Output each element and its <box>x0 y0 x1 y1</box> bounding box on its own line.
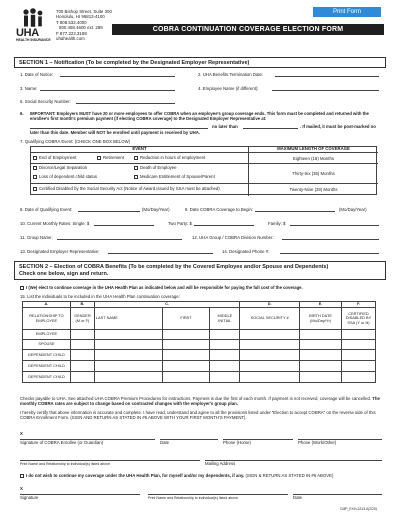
section1-header-box <box>14 57 386 68</box>
event-option[interactable] <box>33 187 220 192</box>
signature-label: Signature of COBRA Enrollee (or Guardian) <box>20 440 104 445</box>
checkbox-icon[interactable] <box>134 175 138 179</box>
table-row[interactable] <box>23 372 376 383</box>
first-name-cell[interactable] <box>162 330 210 340</box>
address-line: 800.458.4600 ext. 289 <box>59 25 103 31</box>
ssn-cell[interactable] <box>240 330 300 340</box>
table-row[interactable] <box>23 340 376 350</box>
event-header: EVENT <box>31 147 249 153</box>
payment-text: Checks payable to UHA. See attached UHA COBRA Premium Procedures for instructions. Payment is due the first of each month. If payment is not received, coverage will be cancelled. <box>20 396 372 401</box>
date-format-hint: (Mo/Day/Year) <box>142 207 170 212</box>
first-name-cell[interactable] <box>162 350 210 361</box>
last-name-cell[interactable] <box>94 330 162 340</box>
monthly-rates-label: 10. Current Monthly Rates: Single: $ <box>20 221 90 226</box>
column-header: GENDER (M or F) <box>70 308 94 330</box>
section2-heading: SECTION 2 – Election of COBRA Benefits (To be completed by the Covered Employee and/or Spouse and Dependents) <box>19 264 329 270</box>
date-label: Date <box>160 440 170 445</box>
column-header-row <box>23 308 376 330</box>
coverage-begin-input[interactable] <box>255 211 335 212</box>
employer-rep-address-input[interactable] <box>30 128 208 129</box>
relationship-cell: DEPENDENT CHILD <box>23 361 71 372</box>
last-name-cell[interactable] <box>94 361 162 372</box>
address-line: T 808.532.4000 <box>56 19 87 25</box>
name-input[interactable] <box>40 90 175 91</box>
section2-subheading: Check one below, sign and return. <box>19 271 109 278</box>
qualifying-date-input[interactable] <box>78 211 140 212</box>
max-length-header: MAXIMUM LENGTH OF COVERAGE <box>249 147 378 153</box>
event-label: Retirement <box>103 155 125 161</box>
decline-instruction: (SIGN & RETURN AS STATED IN #6 ABOVE) <box>245 473 334 479</box>
gender-cell[interactable] <box>70 330 94 340</box>
field-ssn-label: 5. Social Security Number: <box>20 99 71 104</box>
table-row[interactable] <box>23 330 376 340</box>
event-option[interactable] <box>134 175 215 180</box>
middle-initial-cell[interactable] <box>210 361 240 372</box>
event-option[interactable] <box>33 156 77 161</box>
event-label: Certified Disabled by the Social Security Act (Notice of Award issued by SSA must be attached) <box>39 186 220 192</box>
field-employee-name-label: 4. Employee Name (if different): <box>198 86 259 91</box>
checkbox-icon[interactable] <box>20 286 24 290</box>
company-address <box>56 9 112 41</box>
disabled-cell[interactable] <box>342 372 376 383</box>
first-name-cell[interactable] <box>162 361 210 372</box>
event-option[interactable] <box>97 156 124 161</box>
decline-print-name-line[interactable] <box>148 494 288 495</box>
duration-18: Eighteen (18) Months <box>249 153 378 164</box>
deadline-date-input[interactable] <box>243 128 298 129</box>
gender-cell[interactable] <box>70 361 94 372</box>
two-party-label: Two Party: $ <box>168 221 192 226</box>
decline-signature-line[interactable] <box>20 494 140 495</box>
ssn-cell[interactable] <box>240 350 300 361</box>
disabled-cell[interactable] <box>342 361 376 372</box>
elect-text: I (We) elect to continue coverage in the UHA Health Plan as indicated below and will be responsible for paying the full cost of the coverage. <box>26 285 303 291</box>
event-row-18 <box>31 153 249 164</box>
checkbox-icon[interactable] <box>20 474 24 478</box>
employer-rep-label: 13. Designated Employer Representative: <box>20 249 100 254</box>
logo-subtext: HEALTH INSURANCE <box>16 38 51 42</box>
form-title: COBRA CONTINUATION COVERAGE ELECTION FORM <box>112 24 384 35</box>
middle-initial-cell[interactable] <box>210 350 240 361</box>
decline-text: I do not wish to continue my coverage under the UHA Health Plan, for myself and/or my dependents, if any. <box>26 473 245 479</box>
postmark-notice: . If mailed, it must be post-marked no <box>300 124 376 129</box>
termination-date-input[interactable] <box>275 76 379 77</box>
table-row[interactable] <box>23 361 376 372</box>
print-name-label: Print Name and Relationship to individual(s) listed above <box>148 496 239 500</box>
checkbox-icon[interactable] <box>134 166 138 170</box>
people-logo-icon <box>14 8 52 28</box>
date-format-hint: (Mo/Day/Year) <box>339 207 367 212</box>
logo-text: UHA <box>16 27 39 39</box>
individuals-table <box>22 301 376 383</box>
rate-change-text: The monthly COBRA rates are subject to change based on contracted changes with the employer's group plan. <box>20 396 380 406</box>
designated-phone-label: 14. Designated Phone #: <box>222 249 270 254</box>
first-name-cell[interactable] <box>162 340 210 350</box>
column-letter: B. <box>70 302 94 308</box>
birth-date-cell[interactable] <box>300 340 342 350</box>
column-header: MIDDLE INITIAL <box>210 308 240 330</box>
form-code: CMP_EXH-2213-0(2/20) <box>340 507 377 511</box>
section1-heading: SECTION 1 – Notification (To be completed by the Designated Employer Representative) <box>19 60 250 66</box>
coverage-begin-label: 9. Date COBRA Coverage to Begin: <box>185 207 254 212</box>
decline-option[interactable] <box>20 474 382 479</box>
column-letter: A. <box>23 302 71 308</box>
field-name-label: 3. Name: <box>20 86 38 91</box>
middle-initial-cell[interactable] <box>210 330 240 340</box>
ssn-cell[interactable] <box>240 361 300 372</box>
column-header: SOCIAL SECURITY # <box>240 308 300 330</box>
event-option[interactable] <box>134 156 205 161</box>
event-label: Death of Employee <box>140 165 177 171</box>
event-label: End of Employment <box>39 155 77 161</box>
group-name-input[interactable] <box>57 239 182 240</box>
relationship-cell: DEPENDENT CHILD <box>23 350 71 361</box>
last-name-cell[interactable] <box>94 340 162 350</box>
birth-date-cell[interactable] <box>300 372 342 383</box>
event-label: Reduction in hours of employment <box>140 155 206 161</box>
signature-x-mark: X <box>20 431 23 436</box>
group-name-label: 11. Group Name: <box>20 235 53 240</box>
column-letter: F. <box>342 302 376 308</box>
family-label: Family: $ <box>268 221 286 226</box>
employee-name-input[interactable] <box>272 90 379 91</box>
checkbox-icon[interactable] <box>33 166 37 170</box>
qualifying-date-label: 8. Date of Qualifying Event: <box>20 207 73 212</box>
column-header: CERTIFIED DISABLED BY SSA (Y or N) <box>342 308 376 330</box>
elect-option[interactable] <box>20 286 382 291</box>
designated-phone-input[interactable] <box>280 253 379 254</box>
decline-date-line[interactable] <box>293 494 382 495</box>
checkbox-icon[interactable] <box>33 175 37 179</box>
ssn-input[interactable] <box>76 103 175 104</box>
payment-paragraph <box>20 397 382 407</box>
group-number-label: 12. UHA Group / COBRA Division Number: <box>192 235 274 240</box>
event-label: Loss of dependent child status <box>39 174 98 180</box>
checkbox-icon[interactable] <box>134 156 138 160</box>
family-rate-input[interactable] <box>290 225 379 226</box>
single-rate-input[interactable] <box>94 225 154 226</box>
middle-initial-cell[interactable] <box>210 340 240 350</box>
ssn-cell[interactable] <box>240 372 300 383</box>
print-form-button[interactable]: Print Form <box>313 7 381 17</box>
birth-date-cell[interactable] <box>300 350 342 361</box>
gender-cell[interactable] <box>70 372 94 383</box>
checkbox-icon[interactable] <box>97 156 101 160</box>
two-party-rate-input[interactable] <box>194 225 254 226</box>
disabled-cell[interactable] <box>342 350 376 361</box>
address-line: 700 Bishop Street, Suite 300 <box>56 9 112 14</box>
group-number-input[interactable] <box>282 239 379 240</box>
last-name-cell[interactable] <box>94 372 162 383</box>
last-name-cell[interactable] <box>94 350 162 361</box>
column-header: RELATIONSHIP TO EMPLOYEE <box>23 308 71 330</box>
birth-date-cell[interactable] <box>300 330 342 340</box>
checkbox-icon[interactable] <box>33 156 37 160</box>
column-letter: E. <box>300 302 342 308</box>
section2-header-box <box>14 261 386 280</box>
gender-cell[interactable] <box>70 340 94 350</box>
column-header: FIRST <box>162 308 210 330</box>
address-line: uhahealth.com <box>56 36 85 42</box>
phone-work-label: Phone (Work/Other) <box>298 440 337 445</box>
field-date-of-notice-label: 1. Date of Notice: <box>20 72 54 77</box>
first-name-cell[interactable] <box>162 372 210 383</box>
duration-36: Thirty-Six (36) Months <box>249 164 378 184</box>
qualifying-event-label: 7. Qualifying COBRA Event: (CHECK ONE BOX BELOW) <box>20 139 131 144</box>
column-letter: D. <box>240 302 300 308</box>
enrollment-notice: later than this date. Member will NOT be enrolled until payment is received by UHA. <box>30 130 201 135</box>
event-row-29 <box>31 184 249 196</box>
gender-cell[interactable] <box>70 350 94 361</box>
important-notice: IMPORTANT: Employers MUST have 20 or more employees to offer COBRA when an employee's group coverage ends. This form must be completed and returned with the enrollee's first month's premium payment (if electing COBRA coverage) to the Designated Employer Representative at: <box>30 111 369 121</box>
table-row[interactable] <box>23 350 376 361</box>
signature-x-mark: X <box>20 486 23 491</box>
disabled-cell[interactable] <box>342 330 376 340</box>
qualifying-event-table <box>30 146 377 195</box>
column-header: BIRTH DATE (Mo/Day/Yr) <box>300 308 342 330</box>
print-name-label: Print Name and Relationship to individual(s) listed above <box>20 462 111 466</box>
date-of-notice-input[interactable] <box>60 76 175 77</box>
birth-date-cell[interactable] <box>300 361 342 372</box>
signature-label: Signature <box>20 495 39 500</box>
print-name-line[interactable] <box>20 460 200 461</box>
relationship-cell: DEPENDENT CHILD <box>23 372 71 383</box>
event-row-36 <box>31 164 249 184</box>
phone-home-label: Phone (Home) <box>223 440 251 445</box>
column-header: LAST NAME <box>94 308 162 330</box>
event-option[interactable] <box>33 166 87 171</box>
individuals-list-label: 15. List the individuals to be included in the UHA Health Plan continuation coverage: <box>20 294 180 299</box>
field-termination-date-label: 2. UHA Benefits Termination Date: <box>198 72 264 77</box>
ssn-cell[interactable] <box>240 340 300 350</box>
relationship-cell: EMPLOYEE <box>23 330 71 340</box>
certification-paragraph: I hereby certify that above information is accurate and complete. I have read, understand and agree to all the provisions listed under "Election to accept COBRA" on the reverse side of this COBRA Enrollment Form. (SIGN AND RETURN AS STATED IN #6 ABOVE WITH YOUR FIRST MONTH'S PAYMENT). <box>20 410 376 420</box>
employer-rep-input[interactable] <box>108 253 213 254</box>
address-line: F 877.222.3188 <box>56 30 87 36</box>
address-line: Honolulu, HI 96813-4100 <box>56 14 105 20</box>
event-option[interactable] <box>33 175 97 180</box>
mailing-address-label: Mailing Address <box>205 461 236 466</box>
relationship-cell: SPOUSE <box>23 340 71 350</box>
disabled-cell[interactable] <box>342 340 376 350</box>
event-label: Divorce/Legal Separation <box>39 165 88 171</box>
duration-29: Twenty-Nine (29) Months <box>289 187 338 192</box>
middle-initial-cell[interactable] <box>210 372 240 383</box>
field-6-number: 6. <box>20 111 24 116</box>
event-option[interactable] <box>134 166 177 171</box>
column-letter: C. <box>94 302 239 308</box>
checkbox-icon[interactable] <box>33 187 37 191</box>
date-label: Date <box>293 495 303 500</box>
no-later-than-label: no later than <box>212 124 238 129</box>
event-label: Medicare Entitlement of Spouse/Parent <box>140 174 215 180</box>
